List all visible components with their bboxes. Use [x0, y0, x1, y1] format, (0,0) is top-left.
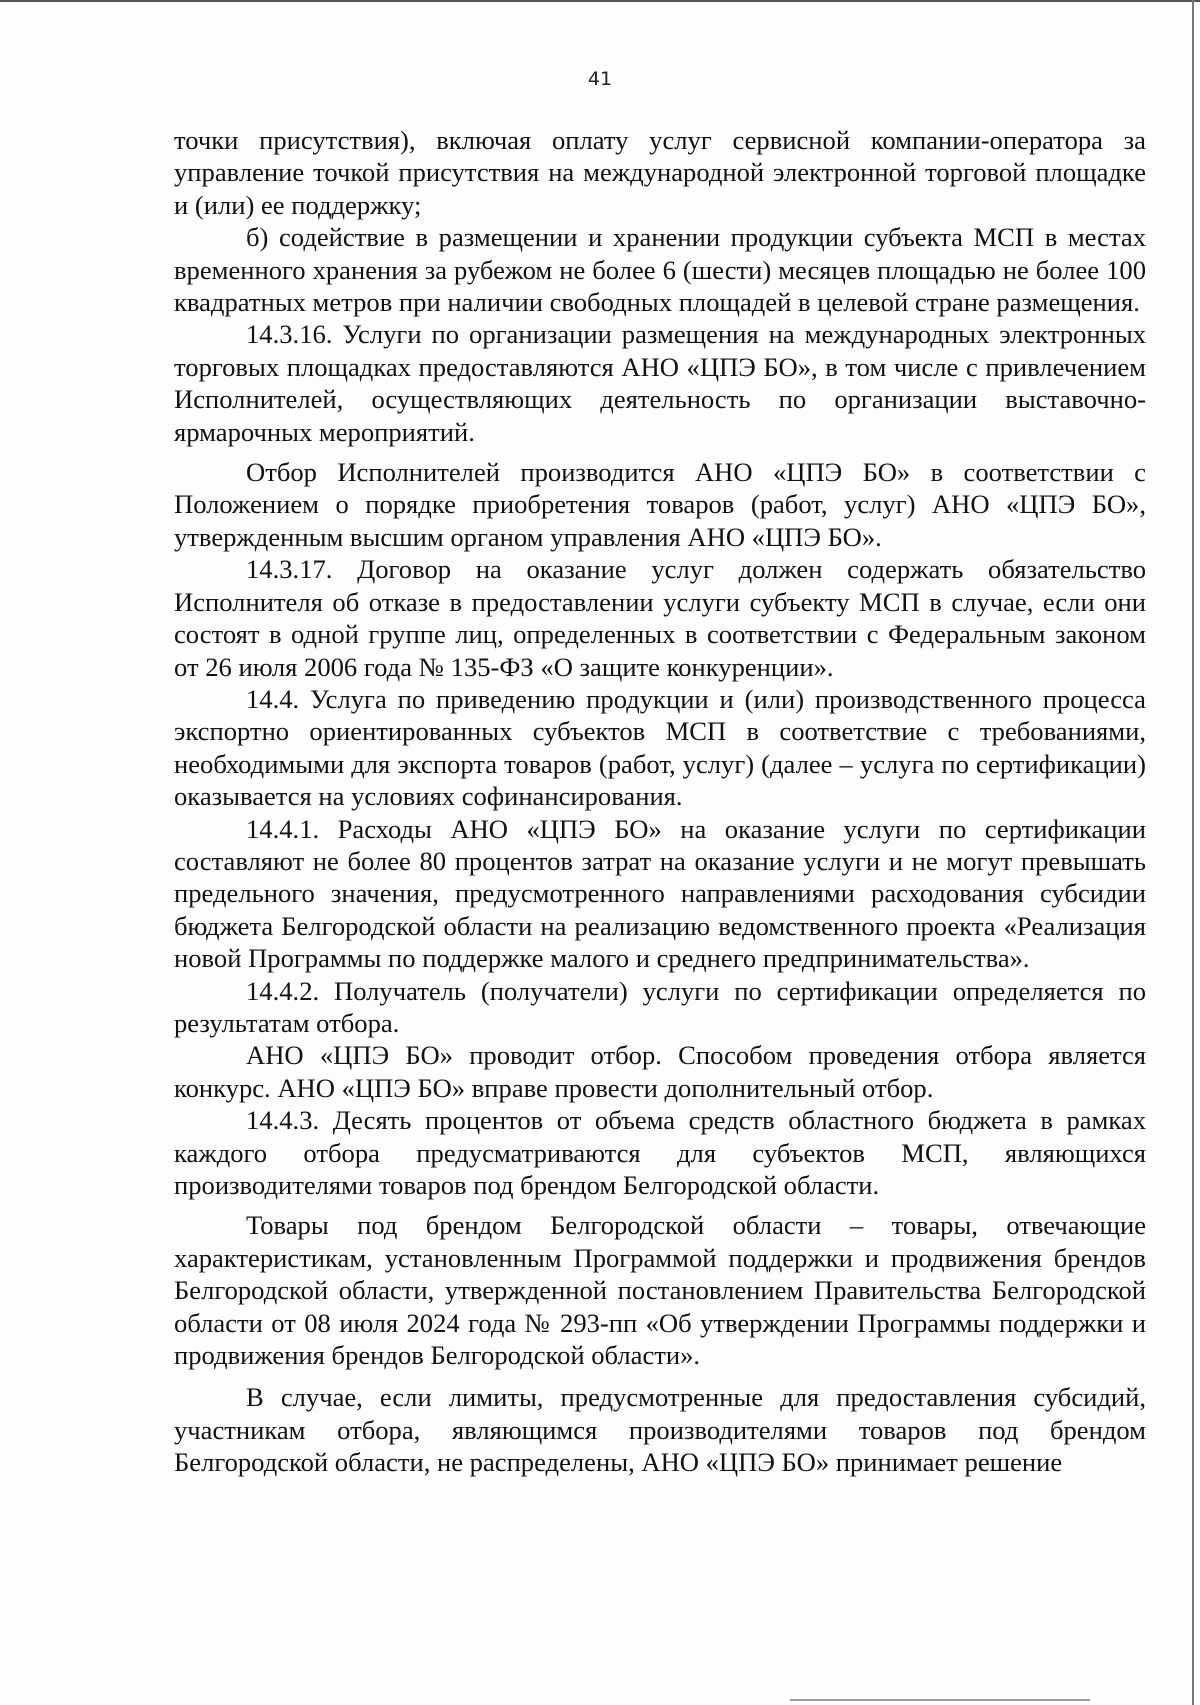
paragraph-6: 14.4. Услуга по приведению продукции и (или) производственного процесса экспортно ориентированных субъектов МСП в соответствие с требованиями, необходимыми для экспорта товаров (работ, услуг) (далее – услуга по сертификации) оказывается на условиях софинансирования. [174, 683, 1146, 812]
paragraph-7: 14.4.1. Расходы АНО «ЦПЭ БО» на оказание услуги по сертификации составляют не более 80 процентов затрат на оказание услуги и не могут превышать предельного значения, предусмотренного направлениями расходования субсидии бюджета Белгородской области на реализацию ведомственного проекта «Реализация новой Программы по поддержке малого и среднего предпринимательства». [174, 813, 1146, 974]
paragraph-3: 14.3.16. Услуги по организации размещения на международных электронных торговых площадках предоставляются АНО «ЦПЭ БО», в том числе с привлечением Исполнителей, осуществляющих деятельность по организации выставочно-ярмарочных мероприятий. [174, 319, 1146, 447]
paragraph-4: Отбор Исполнителей производится АНО «ЦПЭ БО» в соответствии с Положением о порядке приобретения товаров (работ, услуг) АНО «ЦПЭ БО», утвержденным высшим органом управления АНО «ЦПЭ БО». [174, 457, 1146, 552]
scan-edge-top [0, 0, 1200, 2]
paragraph-5: 14.3.17. Договор на оказание услуг должен содержать обязательство Исполнителя об отказе в предоставлении услуги субъекту МСП в случае, если они состоят в одной группе лиц, определенных в соответствии с Федеральным законом от 26 июля 2006 года № 135-ФЗ «О защите конкуренции». [174, 554, 1146, 682]
paragraph-12: В случае, если лимиты, предусмотренные для предоставления субсидий, участникам отбора, являющимся производителями товаров под брендом Белгородской области, не распределены, АНО «ЦПЭ БО» принимает решение [174, 1382, 1146, 1478]
paragraph-10: 14.4.3. Десять процентов от объема средств областного бюджета в рамках каждого отбора предусматриваются для субъектов МСП, являющихся производителями товаров под брендом Белгородской области. [174, 1105, 1146, 1200]
document-body [174, 124, 1146, 1479]
page-number: 41 [587, 68, 613, 90]
paragraph-1-continued: точки присутствия), включая оплату услуг сервисной компании-оператора за управление точкой присутствия на международной электронной торговой площадке и (или) ее поддержку; [174, 125, 1146, 220]
scan-edge-right [1192, 0, 1194, 1705]
scan-edge-bottom [790, 1699, 1090, 1701]
paragraph-9: АНО «ЦПЭ БО» проводит отбор. Способом проведения отбора является конкурс. АНО «ЦПЭ БО» вправе провести дополнительный отбор. [174, 1040, 1146, 1103]
paragraph-2: б) содействие в размещении и хранении продукции субъекта МСП в местах временного хранения за рубежом не более 6 (шести) месяцев площадью не более 100 квадратных метров при наличии свободных площадей в целевой стране размещения. [174, 222, 1146, 318]
paragraph-8: 14.4.2. Получатель (получатели) услуги по сертификации определяется по результатам отбора. [174, 975, 1146, 1038]
paragraph-11: Товары под брендом Белгородской области – товары, отвечающие характеристикам, установленным Программой поддержки и продвижения брендов Белгородской области, утвержденной постановлением Правительства Белгородской области от 08 июля 2024 года № 293-пп «Об утверждении Программы поддержки и продвижения брендов Белгородской области». [174, 1210, 1146, 1371]
